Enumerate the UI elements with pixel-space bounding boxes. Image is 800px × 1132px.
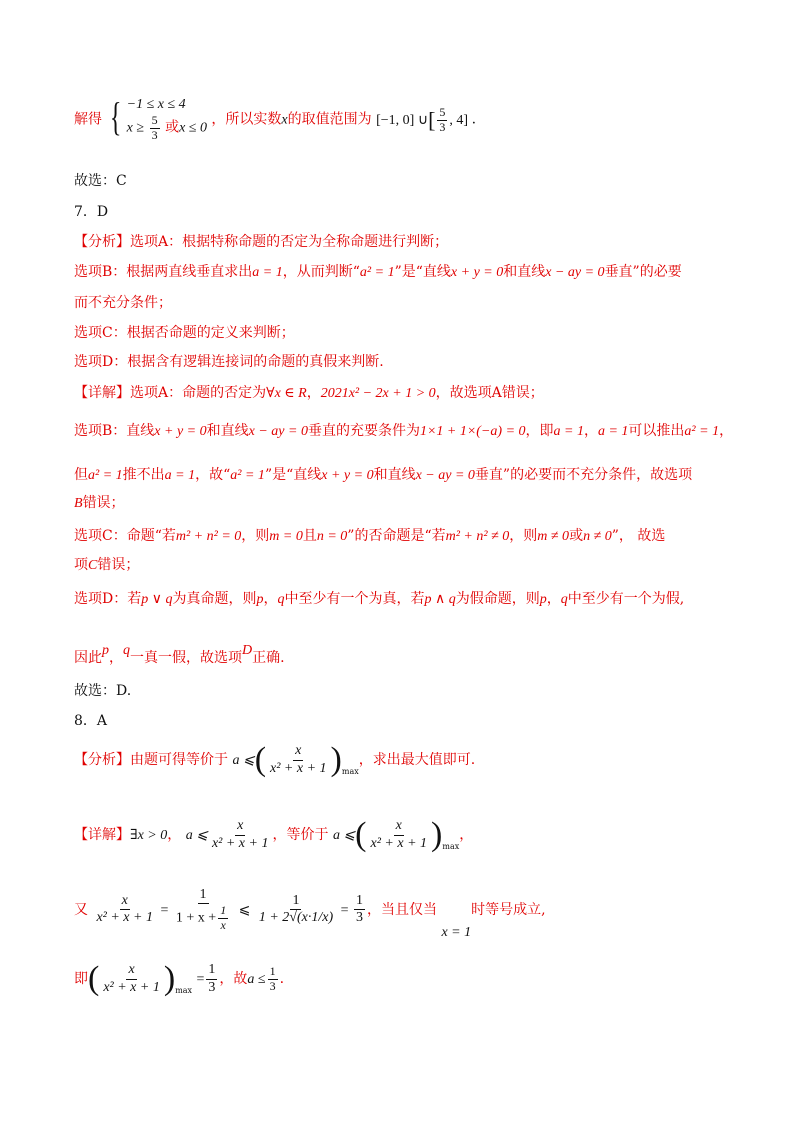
q6-sys-row1: −1 ≤ x ≤ 4 xyxy=(126,97,186,112)
q6-sys-row2: x ≥ $\frac{5}{3}$ 或x ≤ 0 xyxy=(126,112,207,142)
q7-analysis-a: 【分析】选项A：根据特称命题的否定为全称命题进行判断； xyxy=(74,234,449,250)
q7-detail-b: 选项B：直线x + y = 0和直线x − ay = 0垂直的充要条件为1×1 + 1×(−a) = 0，即a = 1，a = 1可以推出a² = 1， xyxy=(74,423,734,439)
q7-analysis-b: 选项B：根据两直线垂直求出a = 1，从而判断“a² = 1”是“直线x + y = 0和直线x − ay = 0垂直”的必要 xyxy=(74,264,682,280)
q7-detail-b2: 但a² = 1推不出a = 1，故“a² = 1”是“直线x + y = 0和直线x − ay = 0垂直”的必要而不充分条件，故选项 xyxy=(74,467,693,483)
q7-analysis-label: 【分析】 xyxy=(74,234,130,250)
q7-answer: 故选：D. xyxy=(74,683,132,699)
q6-jie: 解得 xyxy=(74,111,102,128)
q7-detail-b3: B错误； xyxy=(74,495,125,511)
q6-inequality-system: { −1 ≤ x ≤ 4 x ≥ $\frac{5}{3}$ 或x ≤ 0 xyxy=(110,94,207,142)
q7-analysis-c: 选项C：根据否命题的定义来判断； xyxy=(74,325,295,341)
q7-heading: 7．D xyxy=(74,204,109,220)
q7-detail-d2: 因此p，q一真一假，故选项D正确. xyxy=(74,643,285,666)
q7-detail-label: 【详解】 xyxy=(74,385,130,401)
q7-detail-a: 【详解】选项A：命题的否定为∀x ∈ R，2021x² − 2x + 1 > 0，故选项A错误； xyxy=(74,385,544,401)
q8-detail: 【详解】∃x > 0， a ⩽ $\frac{x}{\text{x² + x + 1}}$ ，等价于 a ⩽( $\frac{x}{\text{x² + x + 1}}$ )$_{max}$， xyxy=(74,816,474,853)
q8-inequality-chain: 又 $\frac{x}{\text{x² + x + 1}}$ = 1 1 + x + $\frac{1}{x}$ ⩽ $\frac{1}{1 + 2√(x\cdot 1/x)}$ = $\frac{1}{3}$ ，当且仅当 x = 1时等号成立, xyxy=(74,887,546,940)
q7-analysis-b-cont: 而不充分条件； xyxy=(74,295,172,311)
q6-range: [−1, 0] ∪[ $\frac{5}{3}$ , 4] xyxy=(376,105,469,134)
q7-detail-c2: 项C错误； xyxy=(74,557,140,573)
q8-detail-label: 【详解】 xyxy=(74,827,130,843)
q6-answer: 故选：C xyxy=(74,173,127,189)
q8-conclusion: 即( $\frac{x}{\text{x² + x + 1}}$ )$_{max}$ = $\frac{1}{3}$ ，故a ≤ $\frac{1}{3}$ . xyxy=(74,960,285,997)
q7-analysis-d: 选项D：根据含有逻辑连接词的命题的真假来判断. xyxy=(74,354,384,370)
q8-heading: 8．A xyxy=(74,713,108,729)
q6-text-mid: ，所以实数 xyxy=(211,111,282,128)
q7-detail-d: 选项D：若p ∨ q为真命题，则p，q中至少有一个为真，若p ∧ q为假命题，则p，q中至少有一个为假, xyxy=(74,591,685,607)
q6-solution-line: 解得 { −1 ≤ x ≤ 4 x ≥ $\frac{5}{3}$ 或x ≤ 0 ，所以实数x的取值范围为 [−1, 0] ∪[ $\frac{5}{3}$ , 4] . xyxy=(74,94,477,142)
q8-analysis-label: 【分析】 xyxy=(74,752,130,768)
q7-detail-c: 选项C：命题“若m² + n² = 0，则m = 0且n = 0”的否命题是“若m² + n² ≠ 0，则m ≠ 0或n ≠ 0”， 故选 xyxy=(74,528,666,544)
q8-analysis: 【分析】由题可得等价于 a ⩽( $\frac{x}{\text{x² + x + 1}}$ )$_{max}$，求出最大值即可. xyxy=(74,741,476,778)
q6-text-range: 的取值范围为 xyxy=(287,111,372,128)
